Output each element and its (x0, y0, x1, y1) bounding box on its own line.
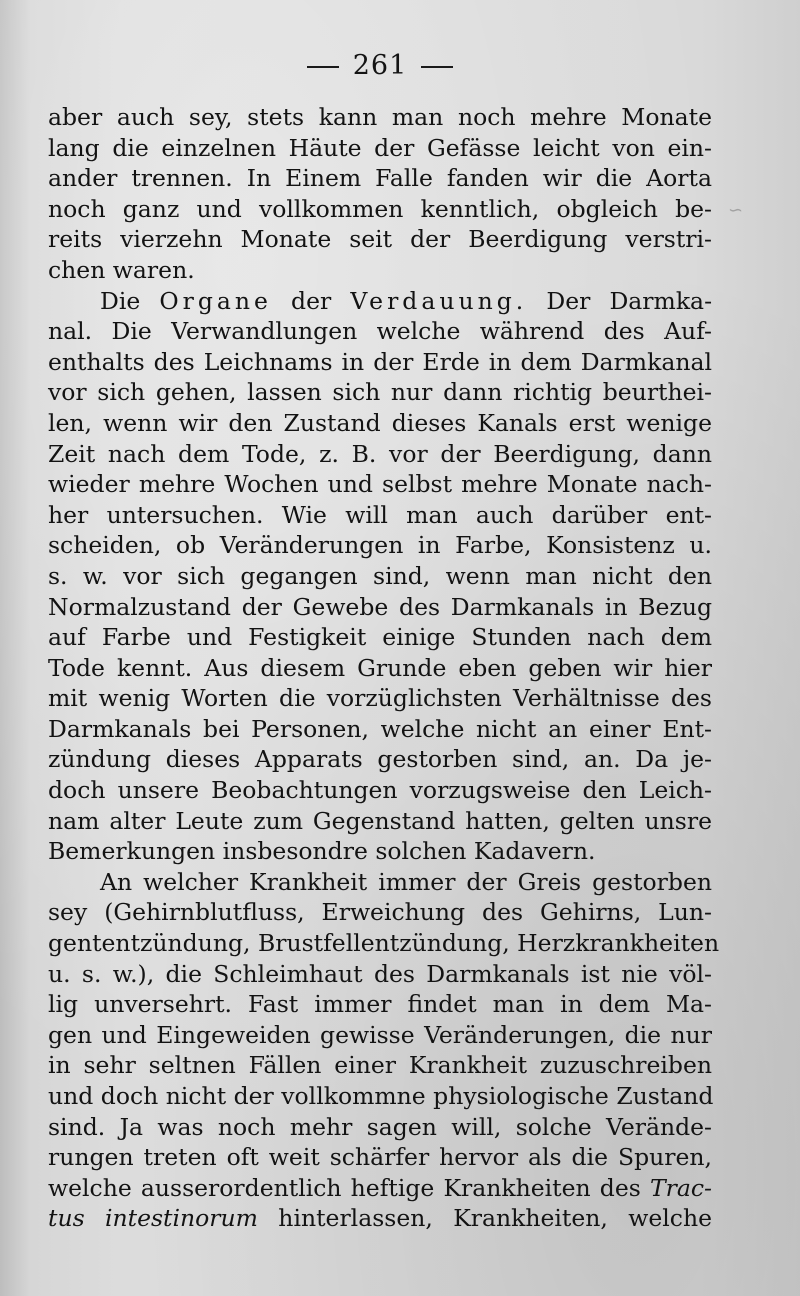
body-text (48, 102, 720, 1234)
text-line: Bemerkungen insbesondre solchen Kadavern. (48, 837, 596, 866)
text-fragment: hinterlassen, Krankheiten, welche (257, 1204, 712, 1233)
text-line: aber auch sey, stets kann man noch mehre Monate (48, 103, 712, 131)
text-line: her untersuchen. Wie will man auch darüber ent- (48, 500, 712, 529)
section-heading-line (48, 286, 712, 317)
text-line: Zeit nach dem Tode, z. B. vor der Beerdigung, dann (48, 439, 712, 468)
text-fragment: der (271, 286, 351, 315)
header-dash-right (421, 66, 453, 68)
text-line (48, 1173, 712, 1204)
text-line: nam alter Leute zum Gegenstand hatten, gelten unsre (48, 806, 712, 835)
page-header (0, 50, 760, 81)
text-line: s. w. vor sich gegangen sind, wenn man nicht den (48, 561, 712, 590)
text-line: lig unversehrt. Fast immer findet man in dem Ma- (48, 990, 712, 1019)
text-line: rungen treten oft weit schärfer hervor als die Spuren, (48, 1143, 712, 1172)
italic-term: Trac- (649, 1173, 712, 1202)
text-line: lang die einzelnen Häute der Gefässe leicht von ein- (48, 133, 712, 162)
page-number: 261 (352, 50, 408, 81)
text-line: nal. Die Verwandlungen welche während des Auf- (48, 317, 712, 346)
text-line: doch unsere Beobachtungen vorzugsweise den Leich- (48, 776, 712, 805)
text-line: mit wenig Worten die vorzüglichsten Verhältnisse des (48, 684, 712, 713)
text-line (48, 1203, 712, 1234)
text-line: gententzündung, Brustfellentzündung, Herzkrankheiten (48, 929, 720, 958)
text-line: gen und Eingeweiden gewisse Veränderungen, die nur (48, 1020, 712, 1049)
text-line: sind. Ja was noch mehr sagen will, solche Verände- (48, 1112, 712, 1141)
text-line: Normalzustand der Gewebe des Darmkanals in Bezug (48, 592, 712, 621)
text-line: enthalts des Leichnams in der Erde in dem Darmkanal (48, 347, 712, 376)
text-line: wieder mehre Wochen und selbst mehre Monate nach- (48, 470, 712, 499)
text-line: Tode kennt. Aus diesem Grunde eben geben wir hier (48, 653, 712, 682)
text-fragment: Der Darmka- (527, 286, 713, 315)
spaced-heading-word: Verdauung. (350, 286, 528, 315)
text-line: Darmkanals bei Personen, welche nicht an einer Ent- (48, 714, 712, 743)
text-fragment: welche ausserordentlich heftige Krankheiten des (48, 1173, 650, 1202)
text-line: u. s. w.), die Schleimhaut des Darmkanals ist nie völ- (48, 959, 712, 988)
text-line: len, wenn wir den Zustand dieses Kanals erst wenige (48, 408, 712, 437)
pencil-mark: ∽ (728, 200, 744, 221)
text-line: ander trennen. In Einem Falle fanden wir die Aorta (48, 164, 712, 193)
italic-term: tus intestinorum (48, 1204, 258, 1233)
text-line: und doch nicht der vollkommne physiologische Zustand (48, 1082, 714, 1110)
text-line: noch ganz und vollkommen kenntlich, obgleich be- (48, 194, 712, 223)
text-fragment: Die (100, 286, 160, 315)
text-line: auf Farbe und Festigkeit einige Stunden nach dem (48, 623, 712, 652)
text-line: zündung dieses Apparats gestorben sind, an. Da je- (48, 745, 712, 774)
text-line: sey (Gehirnblutfluss, Erweichung des Gehirns, Lun- (48, 898, 712, 927)
text-line: chen waren. (48, 255, 195, 284)
header-dash-left (307, 66, 339, 68)
text-line: reits vierzehn Monate seit der Beerdigung verstri- (48, 225, 712, 254)
text-line: in sehr seltnen Fällen einer Krankheit zuzuschreiben (48, 1051, 712, 1080)
paragraph-start-line: An welcher Krankheit immer der Greis gestorben (100, 867, 712, 896)
spaced-heading-word: Organe (159, 286, 272, 315)
text-line: scheiden, ob Veränderungen in Farbe, Konsistenz u. (48, 531, 712, 560)
text-line: vor sich gehen, lassen sich nur dann richtig beurthei- (48, 378, 712, 407)
